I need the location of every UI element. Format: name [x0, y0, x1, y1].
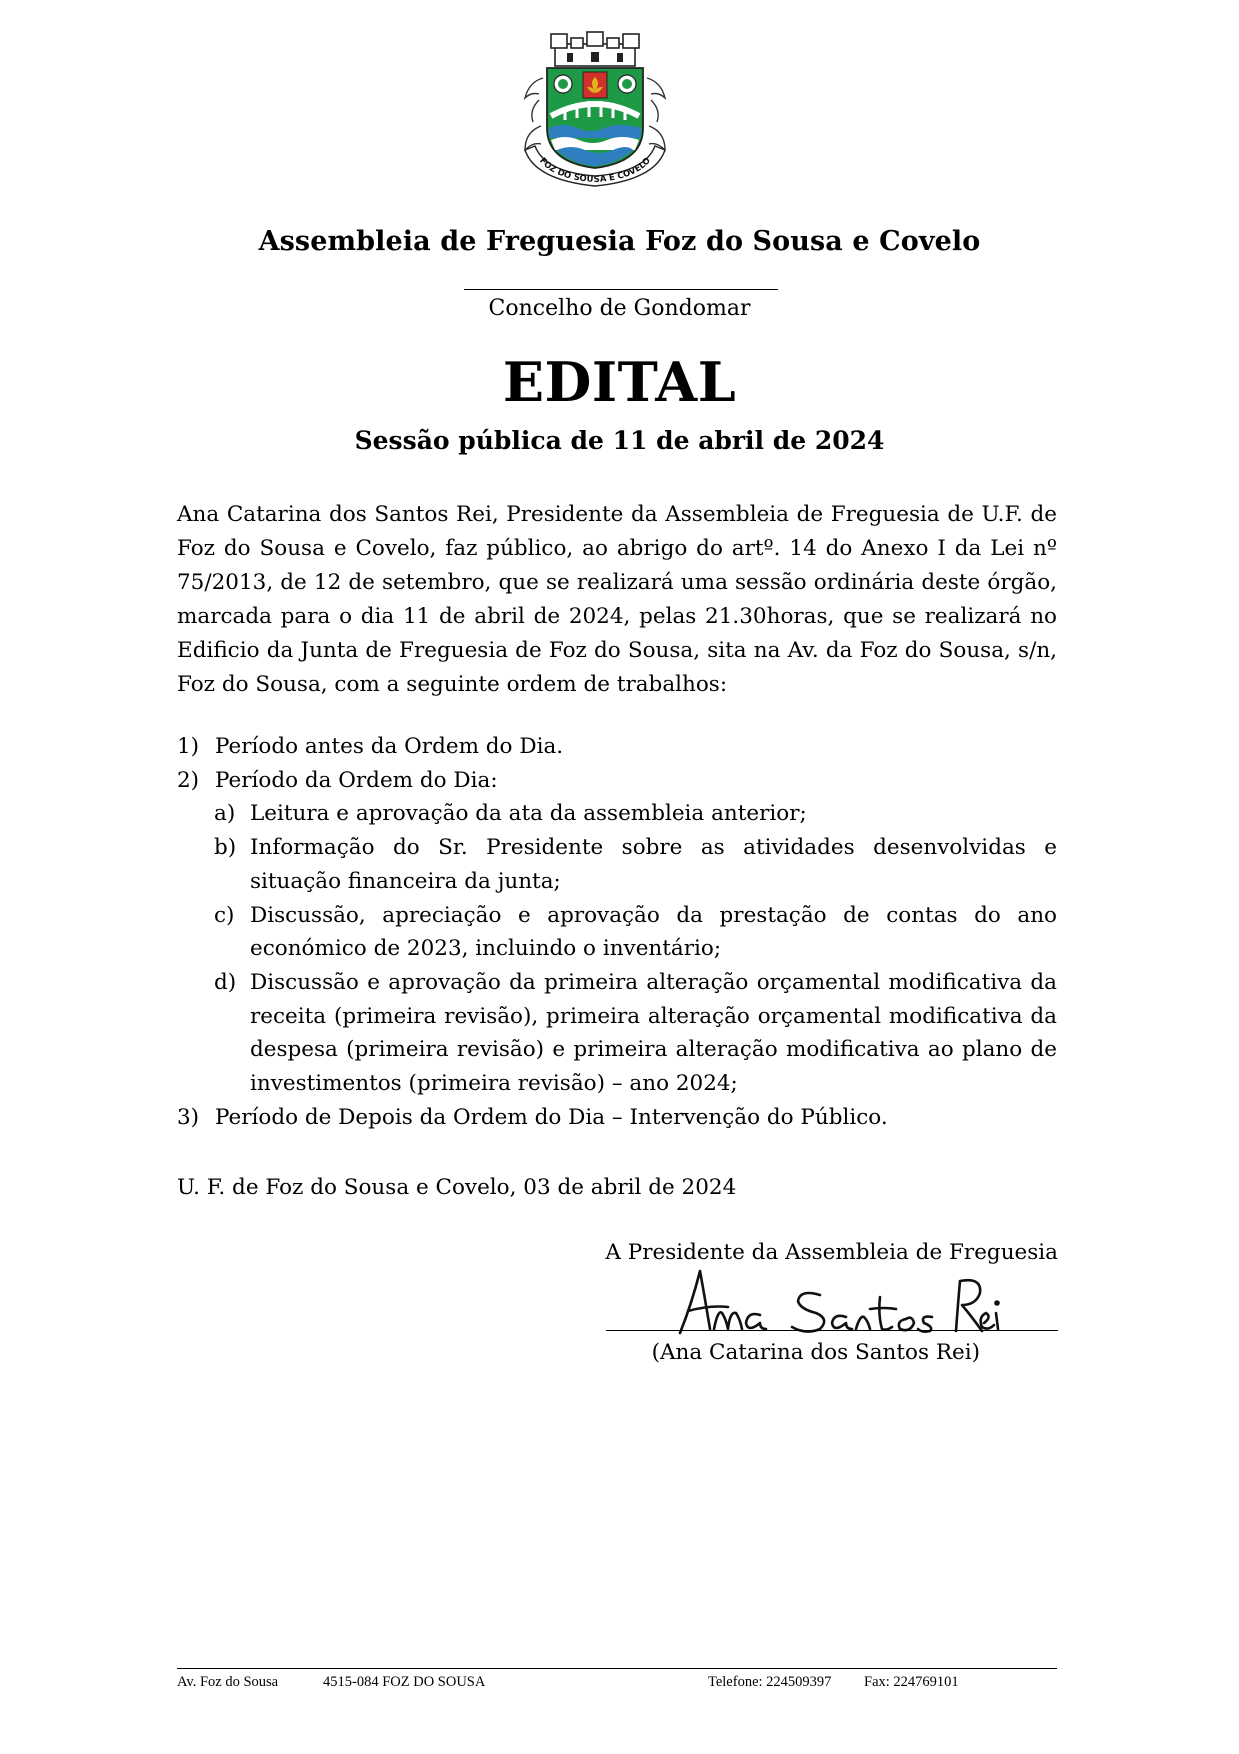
coat-of-arms-icon: [505, 30, 685, 188]
council-name: Concelho de Gondomar: [488, 296, 751, 321]
agenda-item-text: Discussão, apreciação e aprovação da prestação de contas do ano económico de 2023, incluindo o inventário;: [250, 902, 1057, 962]
agenda-item-number: 2): [177, 767, 200, 793]
agenda-item: [177, 1101, 1057, 1135]
footer-divider: [177, 1668, 1057, 1669]
agenda-item-text: Informação do Sr. Presidente sobre as atividades desenvolvidas e situação financeira da junta;: [250, 835, 1057, 894]
agenda-item-number: a): [214, 801, 236, 827]
organization-title: Assembleia de Freguesia Foz do Sousa e Covelo: [258, 226, 981, 257]
agenda-item-number: 1): [177, 734, 200, 759]
agenda-item-number: d): [214, 969, 237, 995]
agenda-item-text: Período da Ordem do Dia:: [215, 767, 498, 793]
agenda-subitem: [177, 797, 1057, 831]
document-title: EDITAL: [502, 350, 737, 414]
agenda-item-text: Período antes da Ordem do Dia.: [215, 734, 564, 759]
place-and-date: U. F. de Foz do Sousa e Covelo, 03 de abril de 2024: [177, 1175, 737, 1200]
agenda-item: [177, 730, 1057, 764]
agenda-item: [177, 764, 1057, 798]
title-underline: [464, 289, 778, 290]
signatory-name: (Ana Catarina dos Santos Rei): [651, 1340, 980, 1365]
crest-motto: FOZ DO SOUSA E COVELO: [537, 155, 653, 186]
footer-fax: Fax: 224769101: [864, 1674, 959, 1690]
footer-phone: Telefone: 224509397: [708, 1674, 832, 1690]
agenda-item-text: Discussão e aprovação da primeira alteração orçamental modificativa da receita (primeira revisão), primeira alteração orçamental modificativa da despesa (primeira revisão) e primeira alteração modificativa ao plano de investimentos (primeira revisão) – ano 2024;: [250, 969, 1057, 1097]
agenda-subitem: [177, 831, 1057, 898]
handwritten-signature: [670, 1263, 1000, 1345]
agenda-item-number: c): [214, 902, 235, 928]
agenda-item-number: b): [214, 835, 237, 861]
agenda-item-number: 3): [177, 1104, 200, 1130]
agenda-subitem: [177, 966, 1057, 1101]
agenda-item-text: Leitura e aprovação da ata da assembleia anterior;: [250, 801, 807, 827]
footer-address: Av. Foz do Sousa: [177, 1674, 279, 1690]
agenda-list: [177, 730, 1057, 1134]
agenda-subitem: [177, 899, 1057, 966]
footer-postal-code: 4515-084 FOZ DO SOUSA: [323, 1674, 486, 1690]
signatory-role: A Presidente da Assembleia de Freguesia: [605, 1240, 1058, 1265]
session-heading: Sessão pública de 11 de abril de 2024: [354, 426, 885, 455]
agenda-item-text: Período de Depois da Ordem do Dia – Intervenção do Público.: [215, 1104, 888, 1130]
intro-paragraph: Ana Catarina dos Santos Rei, Presidente da Assembleia de Freguesia de U.F. de Foz do Sousa e Covelo, faz público, ao abrigo do artº. 14 do Anexo I da Lei nº 75/2013, de 12 de setembro, que se realizará uma sessão ordinária deste órgão, marcada para o dia 11 de abril de 2024, pelas 21.30horas, que se realizará no Edificio da Junta de Freguesia de Foz do Sousa, sita na Av. da Foz do Sousa, s/n, Foz do Sousa, com a seguinte ordem de trabalhos:: [177, 502, 1057, 697]
signature-line: [606, 1330, 1058, 1331]
